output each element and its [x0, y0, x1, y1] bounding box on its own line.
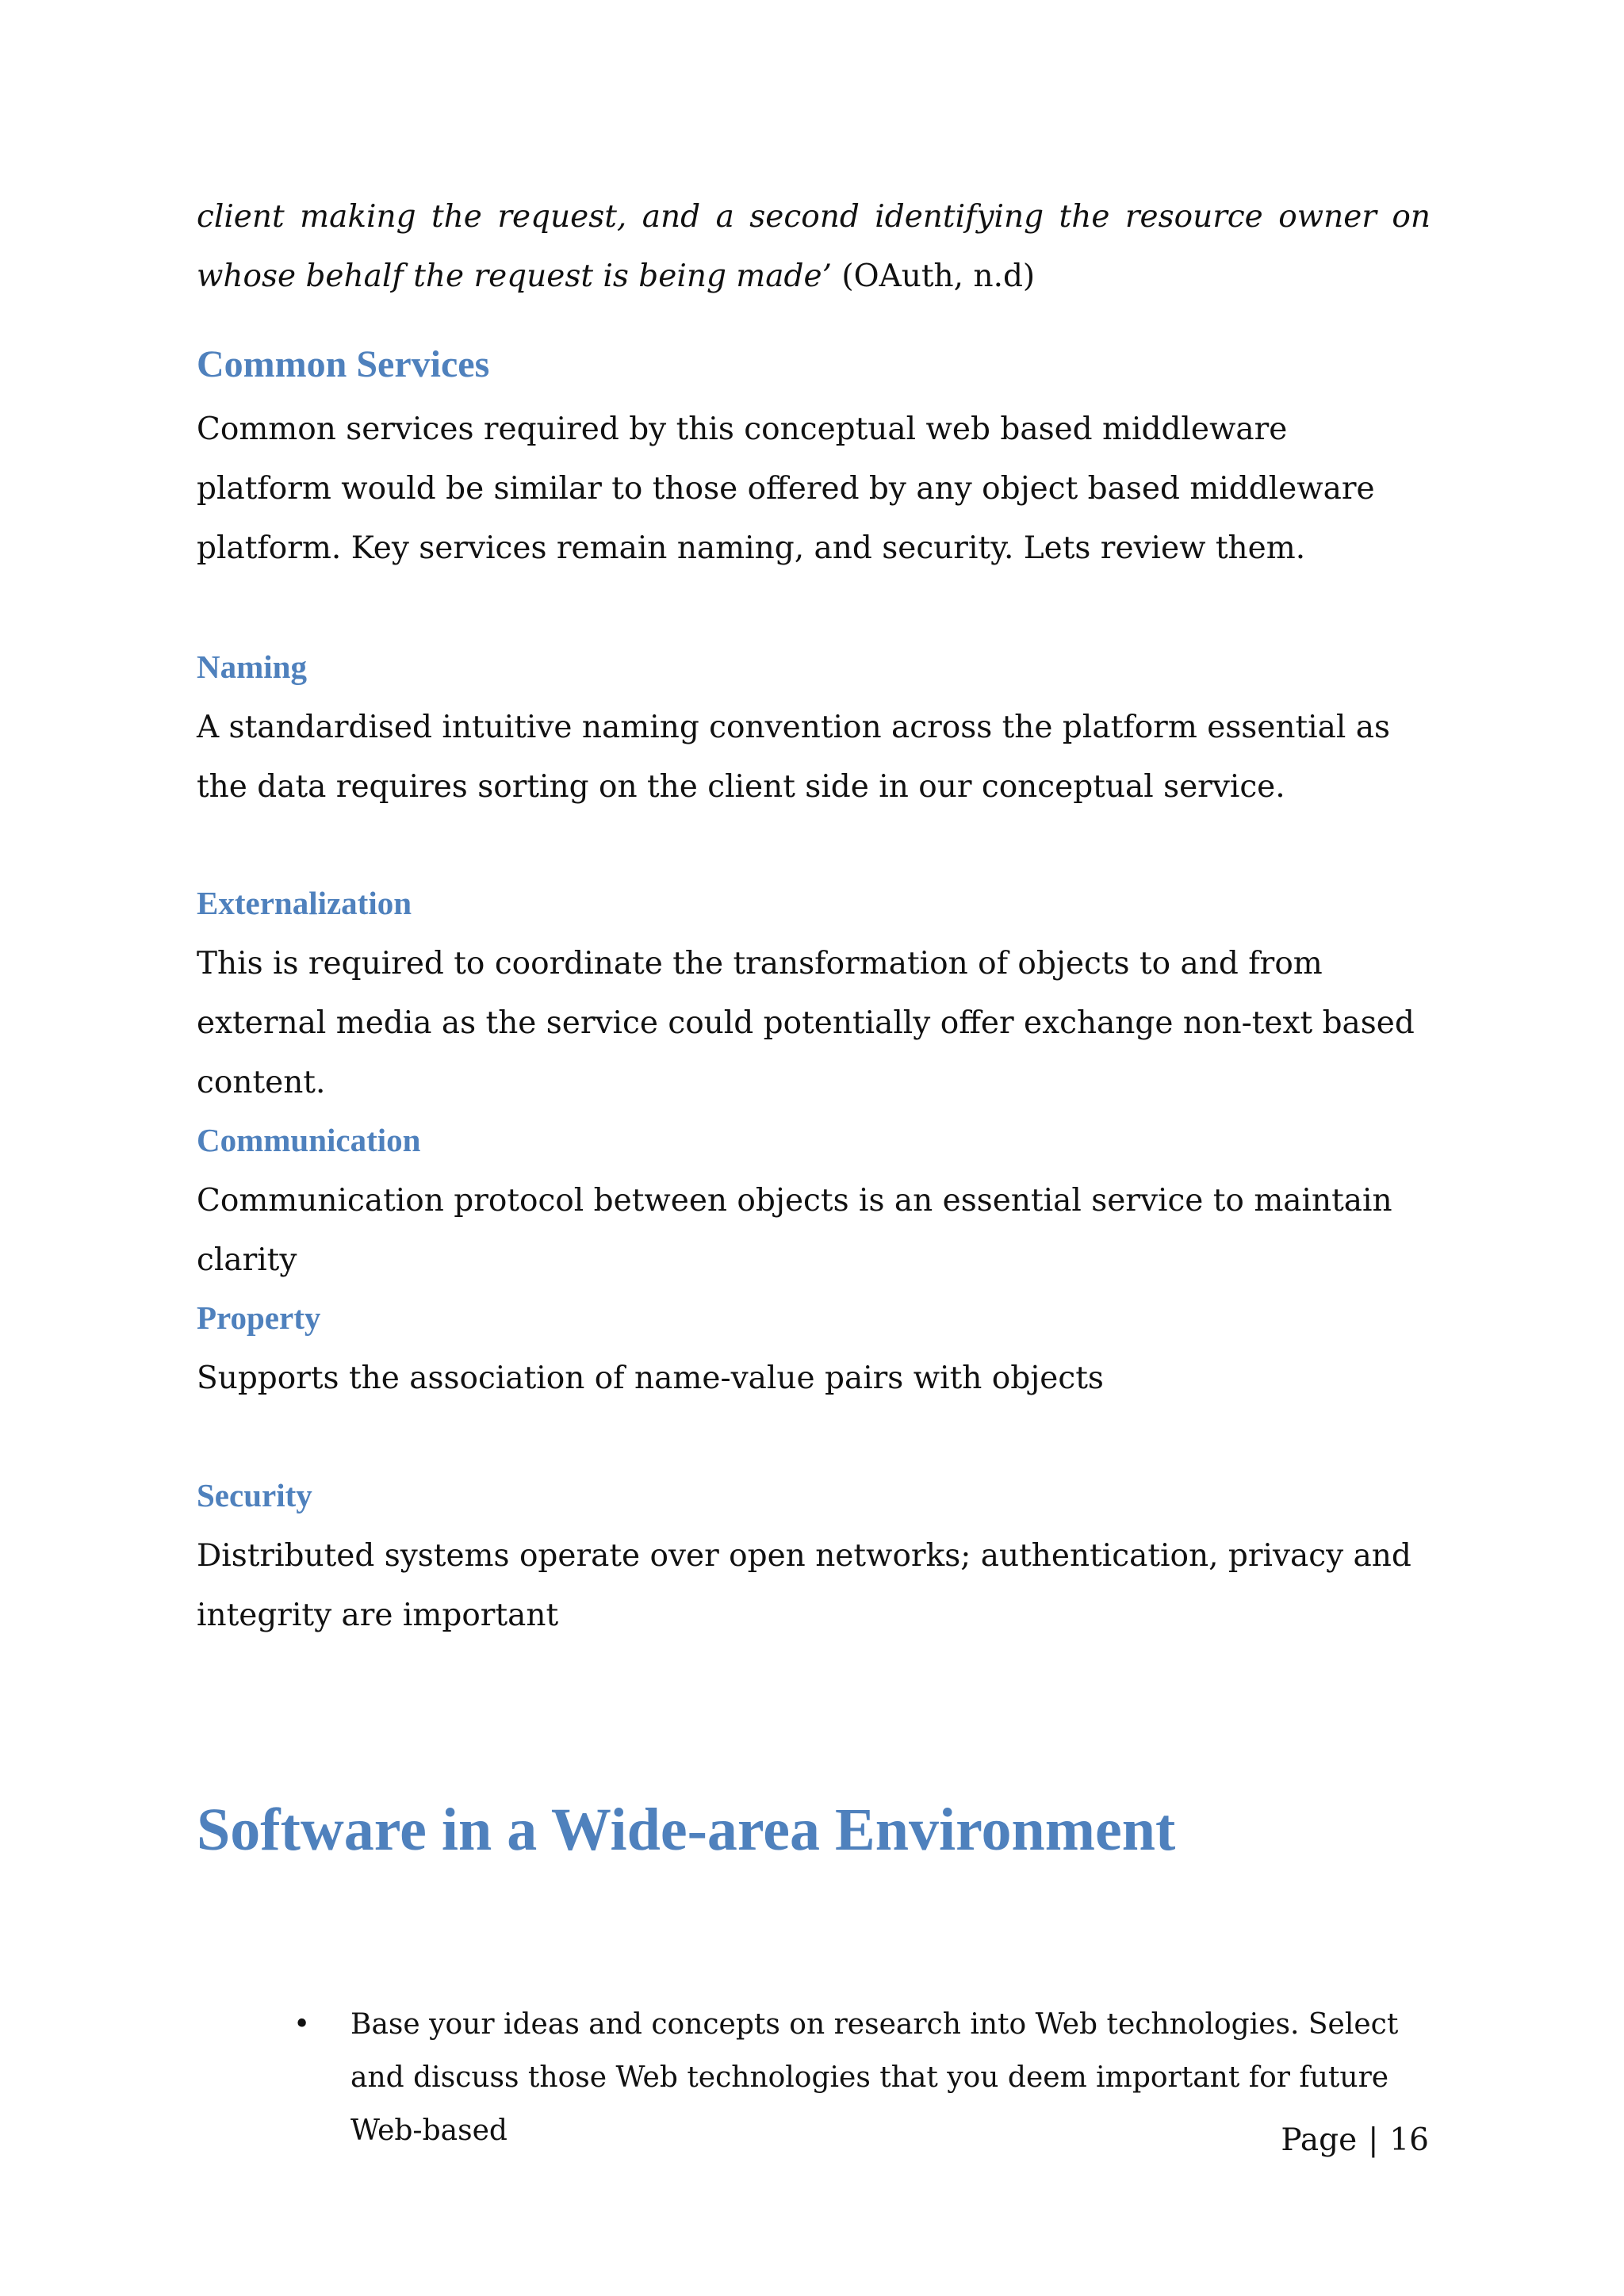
externalization-body: This is required to coordinate the transformation of objects to and from external media as the service could potentially offer exchange non-text based content.: [197, 946, 1415, 1100]
common-services-heading: Common Services: [197, 343, 490, 385]
common-services-section: [197, 339, 1431, 578]
property-section: [197, 1296, 1431, 1408]
bullet-icon: •: [293, 2008, 311, 2041]
intro-text: [197, 187, 1431, 306]
naming-heading: Naming: [197, 649, 307, 685]
software-heading: Software in a Wide-area Environment: [197, 1797, 1176, 1863]
communication-heading: Communication: [197, 1122, 421, 1158]
communication-body: Communication protocol between objects is an essential service to maintain clarity: [197, 1183, 1392, 1278]
bullet-text: Base your ideas and concepts on research into Web technologies. Select and discuss those Web technologies that you deem important for future Web-based: [350, 2008, 1399, 2147]
list-item: [293, 1998, 1435, 2157]
communication-section: [197, 1119, 1431, 1290]
page-separator: |: [1368, 2122, 1379, 2158]
intro-quote: client making the request, and a second identifying the resource owner on whose behalf the request is being made’: [197, 199, 1431, 294]
property-heading: Property: [197, 1299, 321, 1336]
externalization-heading: Externalization: [197, 885, 412, 921]
software-bullet-list: [293, 1998, 1435, 2157]
property-body: Supports the association of name-value pairs with objects: [197, 1360, 1104, 1396]
security-body: Distributed systems operate over open networks; authentication, privacy and integrity are important: [197, 1538, 1411, 1633]
naming-body: A standardised intuitive naming convention across the platform essential as the data requires sorting on the client side in our conceptual service.: [197, 710, 1391, 805]
page-label: Page: [1281, 2122, 1358, 2158]
naming-section: [197, 645, 1431, 817]
page-footer: [1281, 2117, 1429, 2164]
page-number: 16: [1389, 2122, 1429, 2158]
security-section: [197, 1474, 1431, 1645]
common-services-body: Common services required by this conceptual web based middleware platform would be similar to those offered by any object based middleware platform. Key services remain naming, and security. Lets review them.: [197, 411, 1375, 566]
security-heading: Security: [197, 1477, 312, 1513]
externalization-section: [197, 882, 1431, 1112]
intro-paragraph: [197, 187, 1431, 306]
intro-citation: (OAuth, n.d): [832, 258, 1036, 294]
software-section: [197, 1792, 1431, 1868]
